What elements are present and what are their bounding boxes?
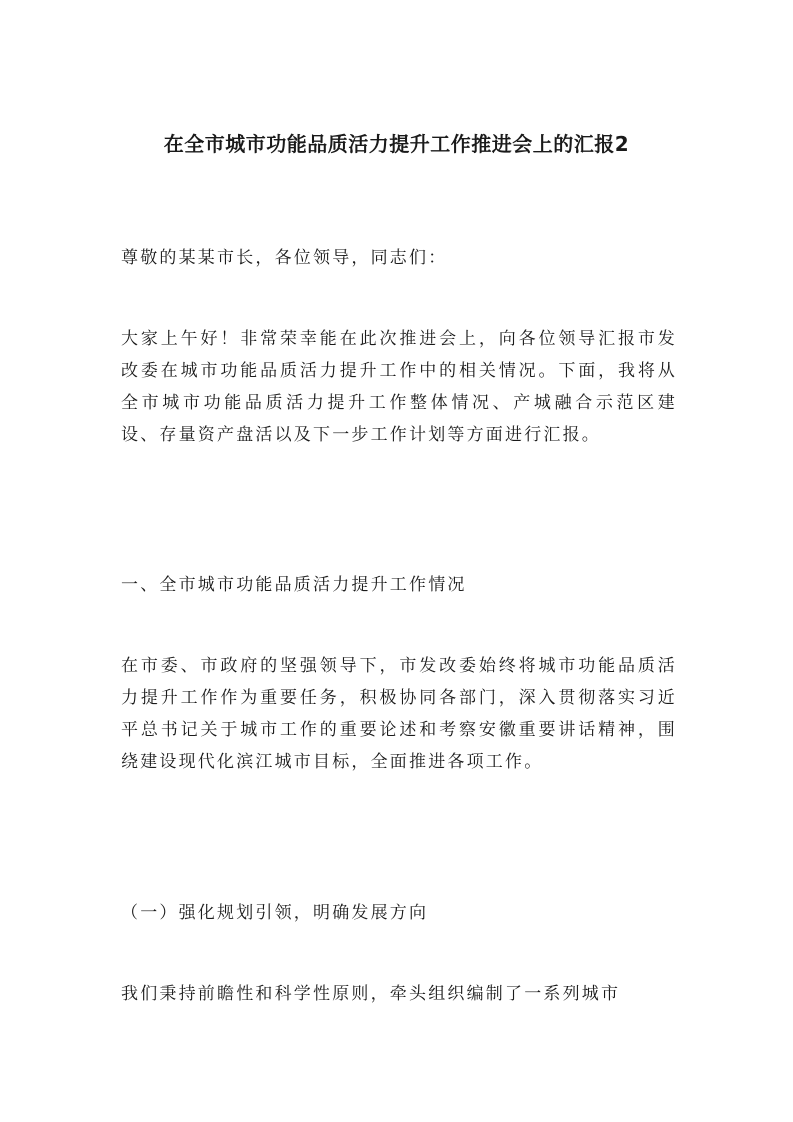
subsection-body-1: 我们秉持前瞻性和科学性原则，牵头组织编制了一系列城市 [121,984,621,1004]
greeting-paragraph: 尊敬的某某市长，各位领导，同志们： [121,248,448,268]
intro-paragraph: 大家上午好！非常荣幸能在此次推进会上，向各位领导汇报市发改委在城市功能品质活力提升工作中的相关情况。下面，我将从全市城市功能品质活力提升工作整体情况、产城融合示范区建设、存量资产盘活以及下一步工作计划等方面进行汇报。 [121,329,677,445]
subsection-heading-1: （一）强化规划引领，明确发展方向 [121,903,429,923]
section-body-1: 在市委、市政府的坚强领导下，市发改委始终将城市功能品质活力提升工作作为重要任务，积极协同各部门，深入贯彻落实习近平总书记关于城市工作的重要论述和考察安徽重要讲话精神，围绕建设现代化滨江城市目标，全面推进各项工作。 [121,656,677,772]
section-heading-1: 一、全市城市功能品质活力提升工作情况 [121,575,467,595]
document-title: 在全市城市功能品质活力提升工作推进会上的汇报2 [163,132,630,156]
